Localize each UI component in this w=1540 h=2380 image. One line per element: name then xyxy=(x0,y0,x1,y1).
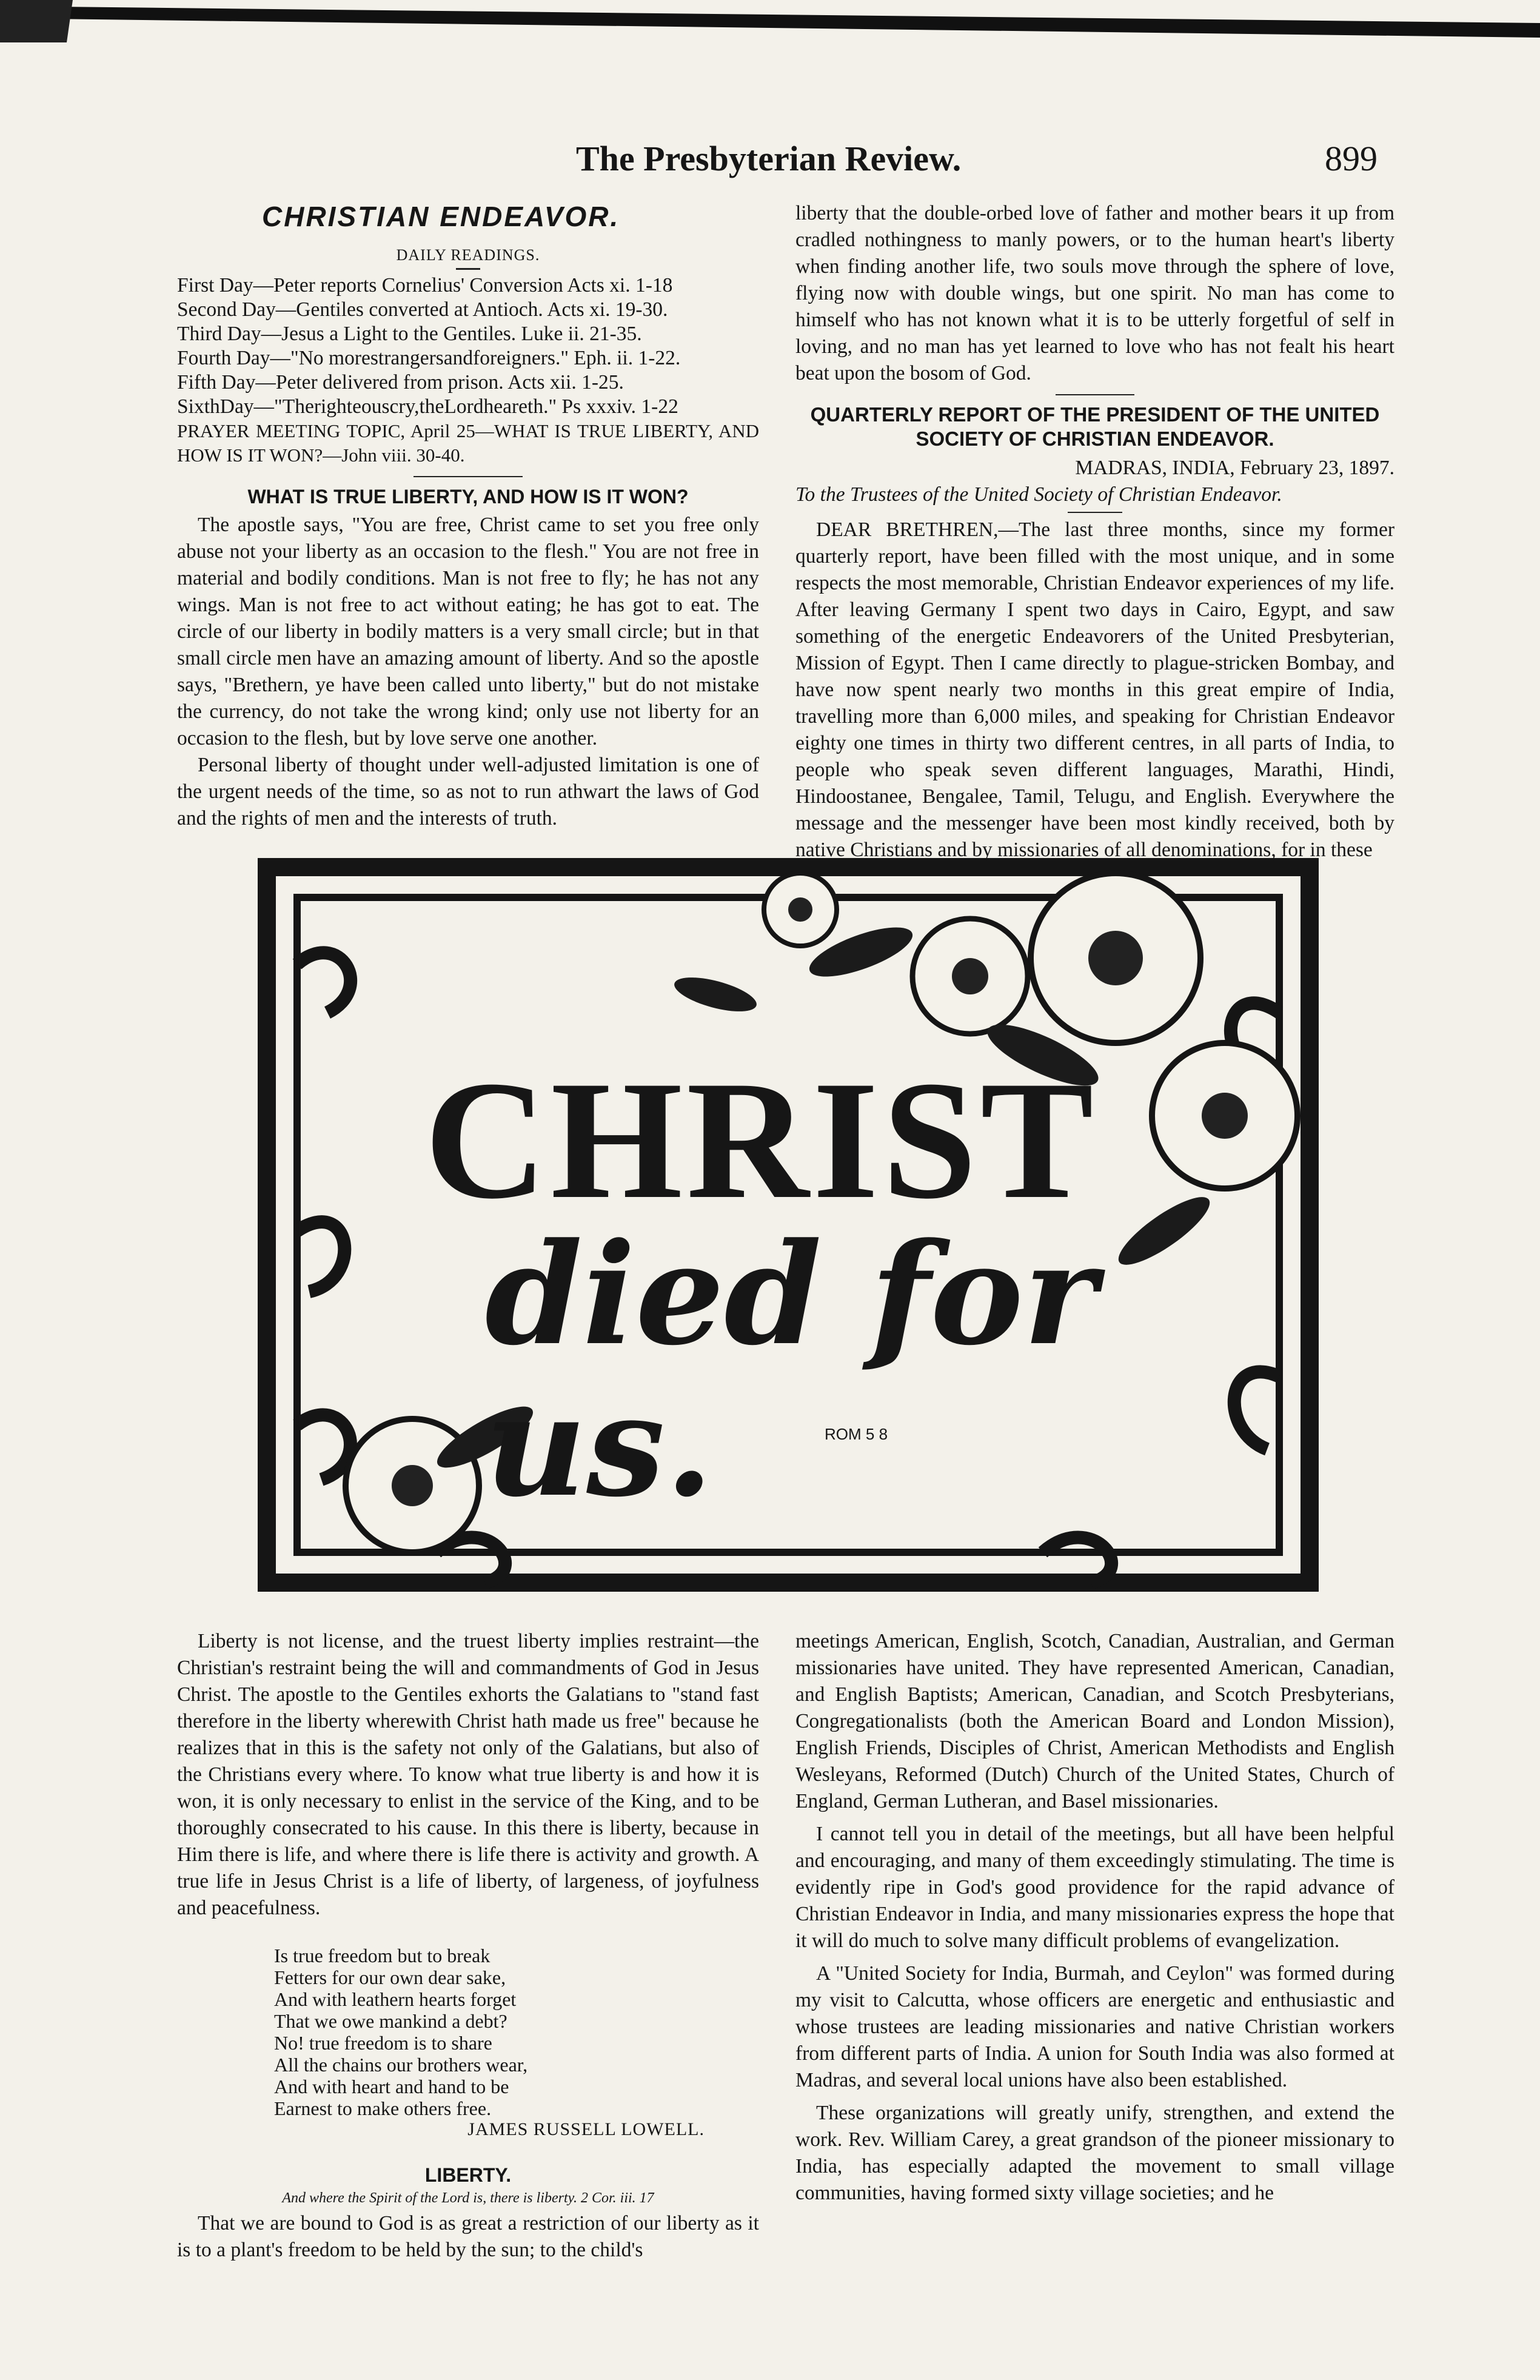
prayer-meeting-topic: PRAYER MEETING TOPIC, April 25—WHAT IS TRUE LIBERTY, AND HOW IS IT WON?—John viii. 30-40. xyxy=(177,420,759,466)
right-top-column xyxy=(795,200,1394,863)
article-paragraph: The apostle says, "You are free, Christ came to set you free only abuse not your liberty as an occasion to the flesh." You are not free in material and bodily conditions. Man is not free to fly; he has not any wings. Man is not free to act without eating; he has got to eat. The circle of our liberty in bodily matters is a very small circle; but in that small circle men have an amazing amount of liberty. And so the apostle says, "Brethern, ye have been called unto liberty," but do not mistake the currency, do not take the wrong kind; only use not liberty for an occasion to the flesh, but by love serve one another. xyxy=(177,514,759,749)
scripture-reference: ROM 5 8 xyxy=(825,1425,888,1443)
report-continued-paragraph: meetings American, English, Scotch, Canadian, Australian, and German missionaries have united. They have represented American, Canadian, and English Baptists; American, Canadian, and Scotch Presbyterians, Congregationalists (both the American Board and London Mission), English Friends, Disciples of Christ, American Methodists and English Wesleyans, Reformed (Dutch) Church of the United States, Church of England, German Lutheran, and Basel missionaries. xyxy=(795,1630,1394,1812)
poem-line: And with heart and hand to be xyxy=(274,2076,509,2097)
reading-item: Third Day—Jesus a Light to the Gentiles. Luke ii. 21-35. xyxy=(177,323,642,345)
liberty-text: That we are bound to God is as great a restriction of our liberty as it is to a plant's freedom to be held by the sun; to the child's xyxy=(177,2212,759,2261)
scan-edge-line xyxy=(0,0,1540,42)
reading-item: SixthDay—"Therighteouscry,theLordheareth." Ps xxxiv. 1-22 xyxy=(177,395,678,418)
left-top-column xyxy=(177,200,759,832)
reading-item: Second Day—Gentiles converted at Antioch. Acts xi. 19-30. xyxy=(177,298,668,321)
right-bottom-column xyxy=(795,1628,1394,2207)
report-continued-paragraph: These organizations will greatly unify, strengthen, and extend the work. Rev. William Carey, a great grandson of the pioneer missionary to India, has especially adapted the movement to small village communities, having formed sixty village societies; and he xyxy=(795,2102,1394,2204)
poem-author: JAMES RUSSELL LOWELL. xyxy=(467,2119,705,2139)
poem xyxy=(274,1945,759,2119)
poem-line: No! true freedom is to share xyxy=(274,2032,492,2054)
poem-line: Is true freedom but to break xyxy=(274,1945,490,1966)
liberty-subtitle: And where the Spirit of the Lord is, there is liberty. 2 Cor. iii. 17 xyxy=(282,2190,654,2206)
report-continued-paragraph: A "United Society for India, Burmah, and Ceylon" was formed during my visit to Calcutta, whose officers are energetic and enthusiastic and whose trustees are leading missionaries and native Christian workers from different parts of India. A union for South India was also formed at Madras, and several local unions have also been established. xyxy=(795,1962,1394,2091)
illustration-title: CHRIST xyxy=(424,1045,1097,1234)
reading-item: Fifth Day—Peter delivered from prison. Acts xii. 1-25. xyxy=(177,371,624,394)
liberty-paragraph: Liberty is not license, and the truest liberty implies restraint—the Christian's restraint being the will and commandments of God in Jesus Christ. The apostle to the Gentiles exhorts the Galatians to "stand fast therefore in the liberty wherewith Christ hath made us free" because he realizes that in this is the safety not only of the Galatians, but also of the Christians every where. To know what true liberty is and how it is won, it is only necessary to enlist in the service of the King, and to be thoroughly consecrated to his cause. In this there is liberty, because in Him there is life, and where there is life there is activity and growth. A true life in Jesus Christ is a life of liberty, of largeness, of joyfulness and peacefulness. xyxy=(177,1630,759,1919)
liberty-title: LIBERTY. xyxy=(424,2164,512,2186)
readings-list xyxy=(177,273,759,468)
poem-line: And with leathern hearts forget xyxy=(274,1988,517,2010)
poem-line: Earnest to make others free. xyxy=(274,2097,492,2119)
christ-died-for-us-illustration xyxy=(255,855,1322,1595)
poem-line: That we owe mankind a debt? xyxy=(274,2010,507,2032)
report-continued-paragraph: I cannot tell you in detail of the meetings, but all have been helpful and encouraging, and many of them exceedingly stimulating. The time is evidently ripe in God's good providence for the rapid advance of Christian Endeavor in India, and many missionaries express the hope that it will do much to solve many difficult problems of evangelization. xyxy=(795,1823,1394,1952)
article-title: WHAT IS TRUE LIBERTY, AND HOW IS IT WON? xyxy=(247,486,689,508)
report-dateline: MADRAS, INDIA, February 23, 1897. xyxy=(1075,457,1394,479)
section-heading: CHRISTIAN ENDEAVOR. xyxy=(262,201,620,232)
illustration-subtitle: died for us. xyxy=(485,1213,1097,1528)
report-addressee: To the Trustees of the United Society of Christian Endeavor. xyxy=(795,483,1282,506)
page-header-title: The Presbyterian Review. xyxy=(576,139,962,178)
reading-item: Fourth Day—"No morestrangersandforeigners." Eph. ii. 1-22. xyxy=(177,347,681,369)
continued-paragraph: liberty that the double-orbed love of father and mother bears it up from cradled nothingness to manly powers, or to the human heart's liberty when finding another life, two souls move through the sphere of love, flying now with double wings, but one spirit. No man has come to himself who has not known what it is to be utterly forgetful of self in loving, and no man has yet learned to love who has not fealt his heart beat upon the bosom of God. xyxy=(795,202,1394,384)
report-paragraph: DEAR BRETHREN,—The last three months, since my former quarterly report, have been filled with the most unique, and in some respects the most memorable, Christian Endeavor experiences of my life. After leaving Germany I spent two days in Cairo, Egypt, and saw something of the energetic Endeavorers of the United Presbyterian, Mission of Egypt. Then I came directly to plague-stricken Bombay, and have now spent nearly two months in this great empire of India, travelling more than 6,000 miles, and speaking for Christian Endeavor eighty one times in thirty two different centres, in all parts of India, to people who speak seven different languages, Marathi, Hindi, Hindoostanee, Bengalee, Tamil, Telugu, and English. Everywhere the message and the messenger have been most kindly received, both by native Christians and by missionaries of all denominations, for in these xyxy=(795,518,1394,861)
report-title: QUARTERLY REPORT OF THE PRESIDENT OF THE UNITED SOCIETY OF CHRISTIAN ENDEAVOR. xyxy=(810,403,1380,450)
poem-line: Fetters for our own dear sake, xyxy=(274,1966,506,1988)
page-number: 899 xyxy=(1325,139,1378,178)
article-paragraph: Personal liberty of thought under well-adjusted limitation is one of the urgent needs of the time, so as not to run athwart the laws of God and the rights of men and the interests of truth. xyxy=(177,754,759,830)
poem-line: All the chains our brothers wear, xyxy=(274,2054,528,2076)
reading-item: First Day—Peter reports Cornelius' Conversion Acts xi. 1-18 xyxy=(177,274,673,297)
readings-heading: DAILY READINGS. xyxy=(396,246,540,264)
left-bottom-column xyxy=(177,1628,759,2264)
